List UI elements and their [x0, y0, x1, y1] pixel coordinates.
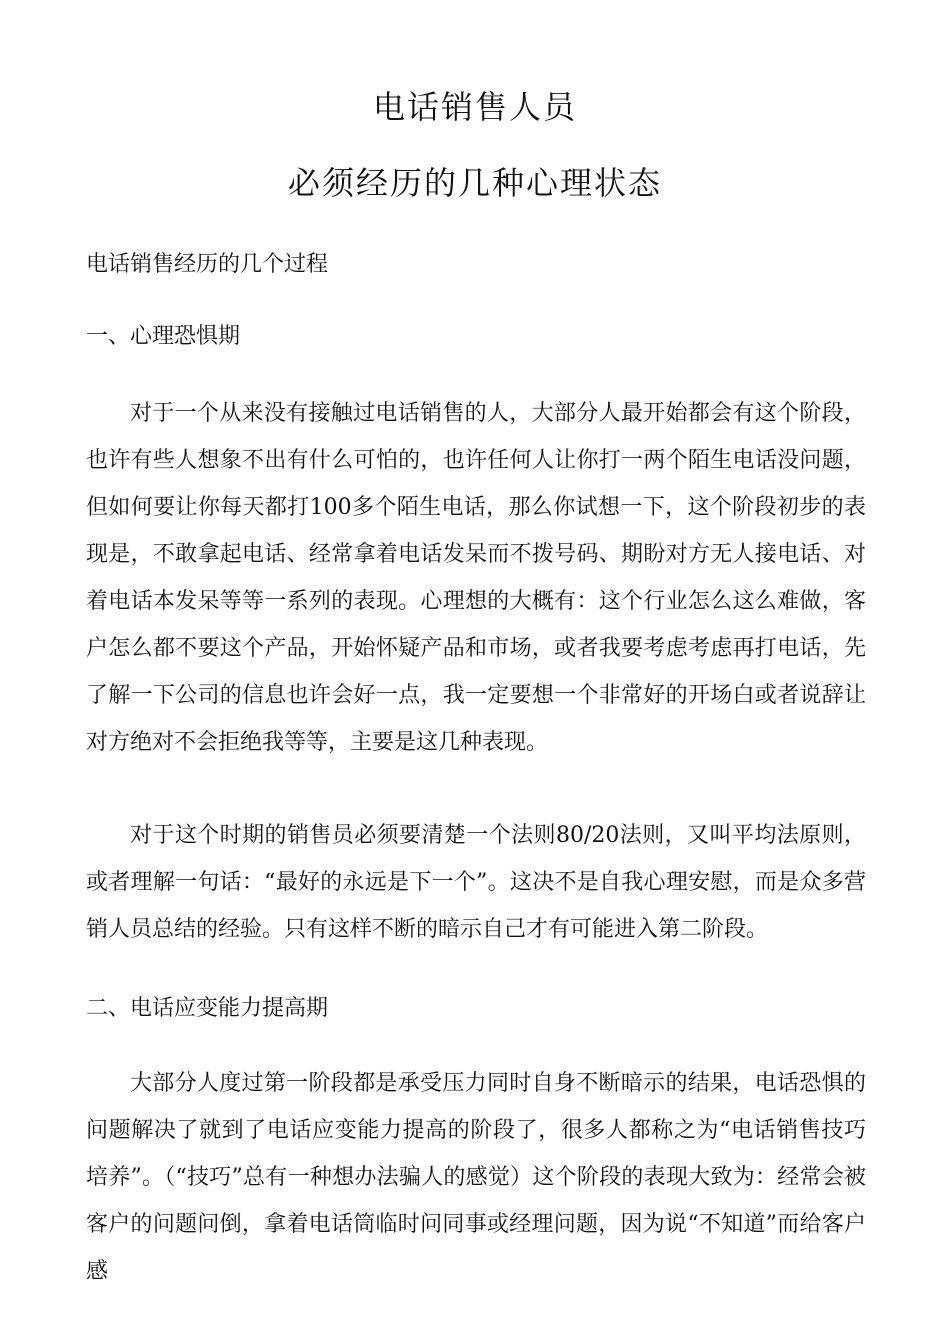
document-title-line2: 必须经历的几种心理状态 [287, 164, 662, 202]
document-title-line1: 电话销售人员 [372, 88, 577, 126]
section-heading-2: 二、电话应变能力提高期 [86, 996, 329, 1021]
document-subtitle: 电话销售经历的几个过程 [86, 252, 329, 277]
section-1-paragraph-1: 对于一个从来没有接触过电话销售的人，大部分人最开始都会有这个阶段，也许有些人想象不出有什么可怕的，也许任何人让你打一两个陌生电话没问题，但如何要让你每天都打100多个陌生电话，那么你试想一下，这个阶段初步的表现是，不敢拿起电话、经常拿着电话发呆而不拨号码、期盼对方无人接电话、对着电话本发呆等等一系列的表现。心理想的大概有：这个行业怎么这么难做，客户怎么都不要这个产品，开始怀疑产品和市场，或者我要考虑考虑再打电话，先了解一下公司的信息也许会好一点，我一定要想一个非常好的开场白或者说辞让对方绝对不会拒绝我等等，主要是这几种表现。 [86, 401, 866, 755]
section-heading-1: 一、心理恐惧期 [86, 324, 241, 349]
section-1-paragraph-2: 对于这个时期的销售员必须要清楚一个法则80/20法则，又叫平均法原则，或者理解一句话：“最好的永远是下一个”。这决不是自我心理安慰，而是众多营销人员总结的经验。只有这样不断的暗示自己才有可能进入第二阶段。 [86, 823, 866, 942]
section-2-paragraph-1: 大部分人度过第一阶段都是承受压力同时自身不断暗示的结果，电话恐惧的问题解决了就到了电话应变能力提高的阶段了，很多人都称之为“电话销售技巧培养”。（“技巧”总有一种想办法骗人的感觉）这个阶段的表现大致为：经常会被客户的问题问倒，拿着电话筒临时问同事或经理问题，因为说“不知道”而给客户感 [86, 1071, 866, 1284]
